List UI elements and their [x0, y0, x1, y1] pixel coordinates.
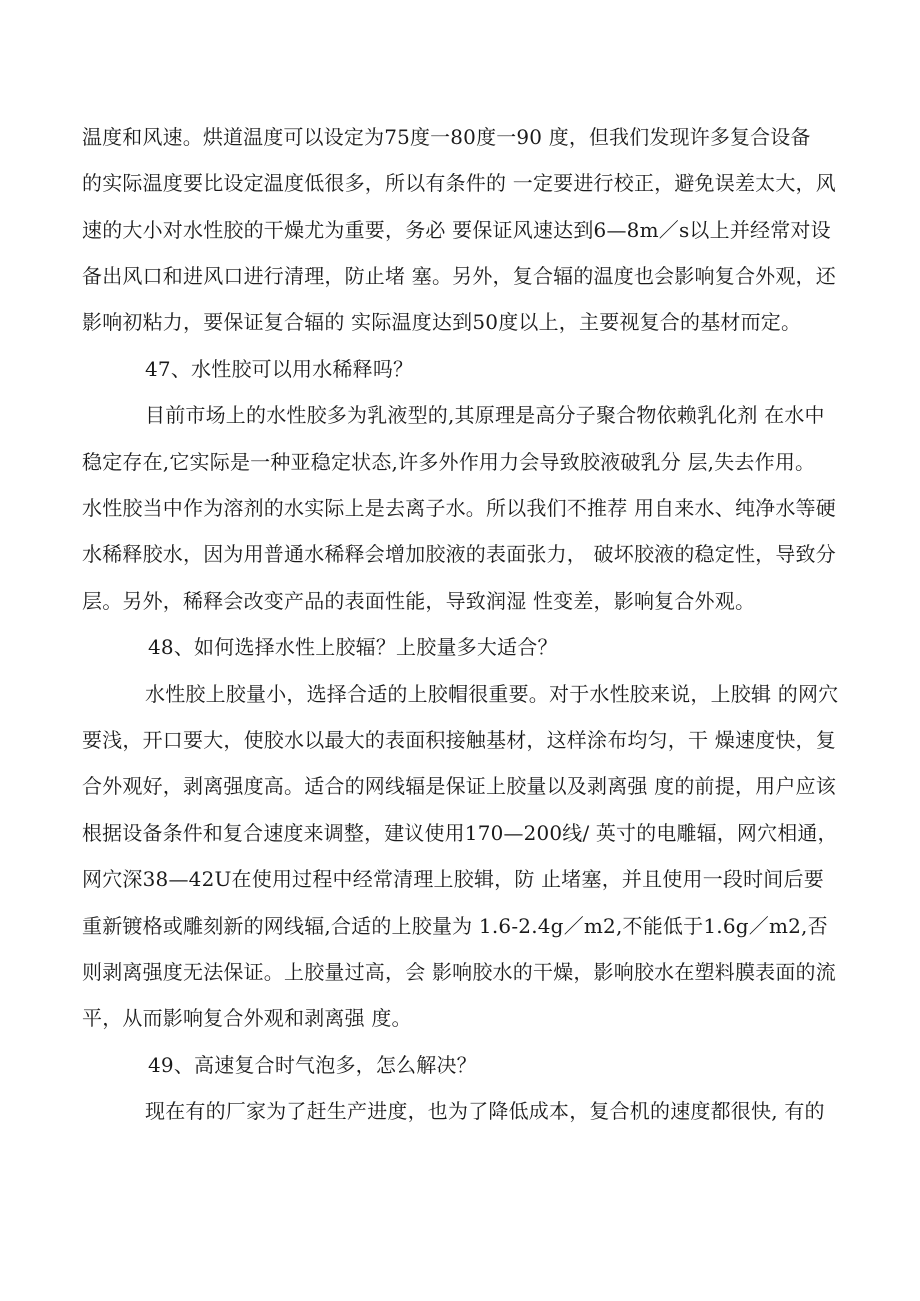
paragraph-line: 要浅，开口要大，使胶水以最大的表面积接触基材，这样涂布均匀，干 燥速度快，复: [82, 728, 836, 752]
question-heading-47: 47、水性胶可以用水稀释吗？: [145, 357, 414, 381]
paragraph-line: 的实际温度要比设定温度低很多，所以有条件的 一定要进行校正，避免误差太大，风: [82, 171, 836, 195]
question-heading-48: 48、如何选择水性上胶辐？上胶量多大适合？: [148, 635, 558, 659]
paragraph-line: 网穴深38—42U在使用过程中经常清理上胶辑，防 止堵塞，并且使用一段时间后要: [82, 867, 824, 891]
paragraph-line: 现在有的厂家为了赶生产进度，也为了降低成本，复合机的速度都很快, 有的: [145, 1099, 825, 1123]
paragraph-line: 备出风口和进风口进行清理，防止堵 塞。另外，复合辐的温度也会影响复合外观，还: [82, 264, 836, 288]
paragraph-line: 影响初粘力，要保证复合辐的 实际温度达到50度以上，主要视复合的基材而定。: [82, 310, 802, 334]
paragraph-line: 目前市场上的水性胶多为乳液型的,其原理是高分子聚合物依赖乳化剂 在水中: [145, 403, 825, 427]
paragraph-line: 根据设备条件和复合速度来调整，建议使用170—200线/ 英寸的电雕辐，网穴相通，: [82, 821, 838, 845]
question-heading-49: 49、高速复合时气泡多，怎么解决？: [148, 1053, 477, 1077]
paragraph-line: 水性胶当中作为溶剂的水实际上是去离子水。所以我们不推荐 用自来水、纯净水等硬: [82, 496, 836, 520]
paragraph-line: 温度和风速。烘道温度可以设定为75度一80度一90 度，但我们发现许多复合设备: [82, 125, 811, 149]
paragraph-line: 稳定存在,它实际是一种亚稳定状态,许多外作用力会导致胶液破乳分 层,失去作用。: [82, 450, 816, 474]
paragraph-line: 重新镀格或雕刻新的网线辐,合适的上胶量为 1.6-2.4g／m2,不能低于1.6g／m2,否: [82, 914, 828, 938]
paragraph-line: 层。另外，稀释会改变产品的表面性能，导致润湿 性变差，影响复合外观。: [82, 589, 756, 613]
paragraph-line: 合外观好，剥离强度高。适合的网线辐是保证上胶量以及剥离强 度的前提，用户应该: [82, 774, 836, 798]
paragraph-line: 速的大小对水性胶的干燥尤为重要，务必 要保证风速达到6—8m／s以上并经常对设: [82, 218, 831, 242]
paragraph-line: 则剥离强度无法保证。上胶量过高，会 影响胶水的干燥，影响胶水在塑料膜表面的流: [82, 960, 836, 984]
paragraph-line: 水稀释胶水，因为用普通水稀释会增加胶液的表面张力， 破坏胶液的稳定性，导致分: [82, 542, 836, 566]
paragraph-line: 水性胶上胶量小，选择合适的上胶帽很重要。对于水性胶来说，上胶辑 的网穴: [145, 682, 839, 706]
paragraph-line: 平，从而影响复合外观和剥离强 度。: [82, 1006, 412, 1030]
